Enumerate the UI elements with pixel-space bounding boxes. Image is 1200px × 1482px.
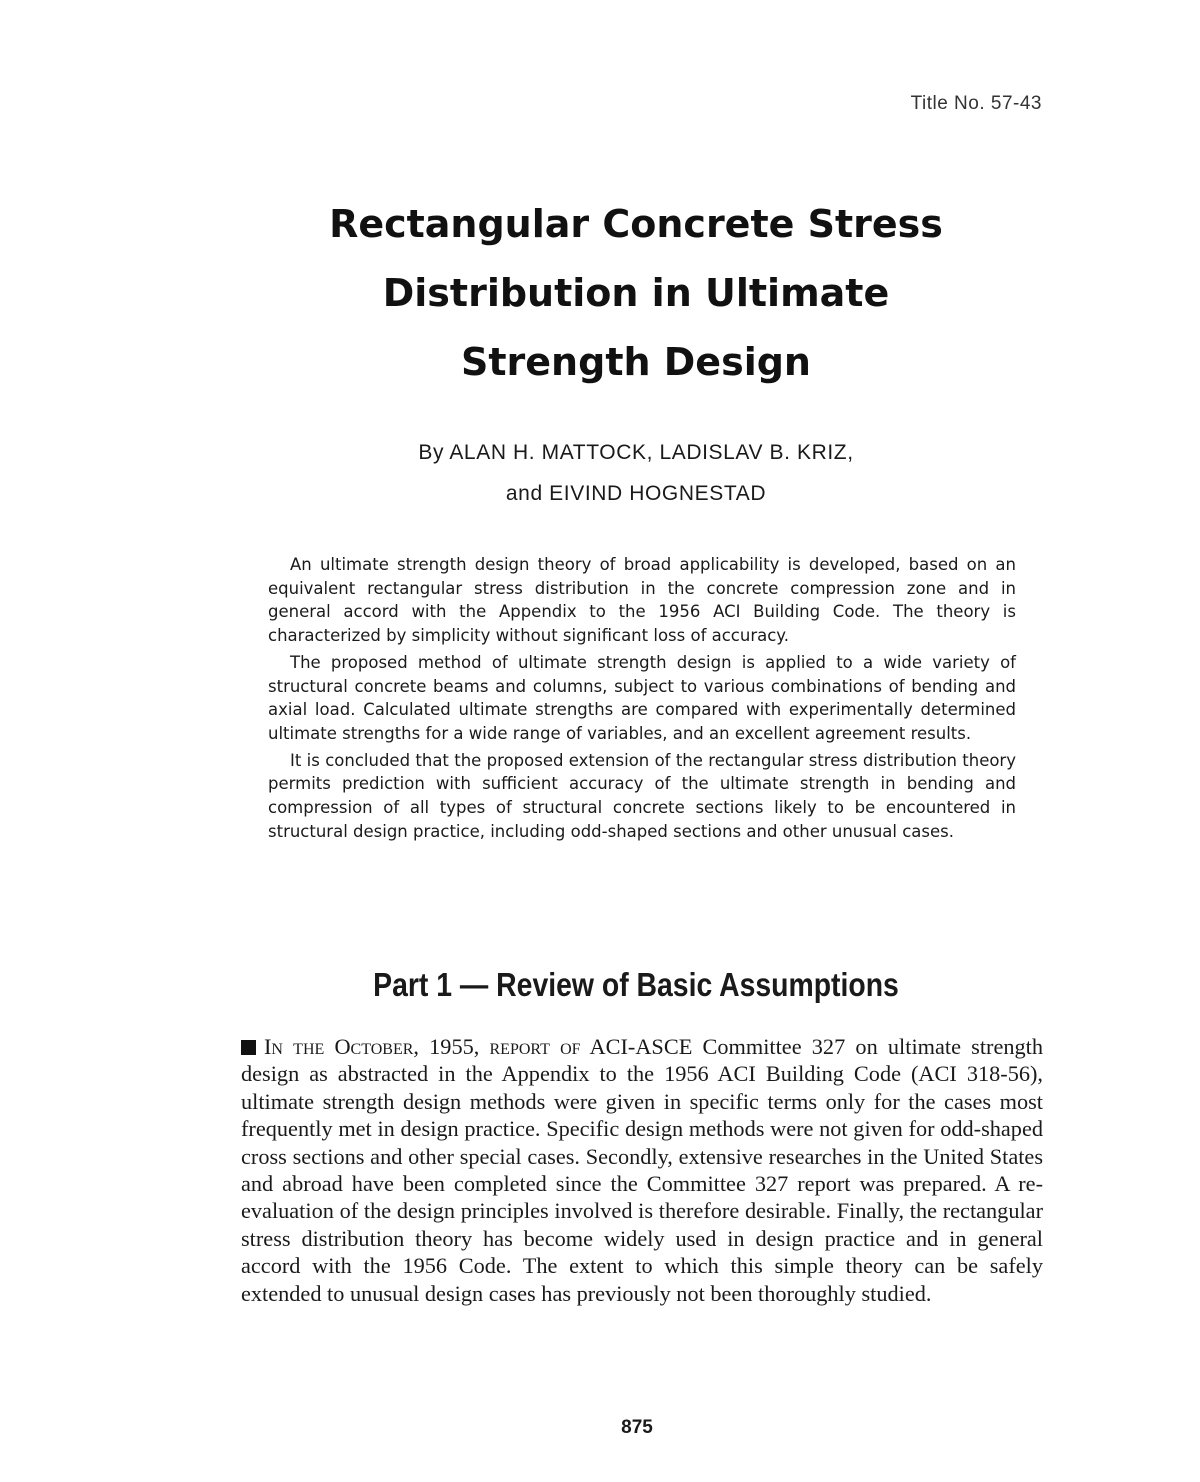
title-line: Rectangular Concrete Stress: [329, 202, 943, 246]
title-line: Distribution in Ultimate: [382, 271, 890, 315]
abstract-paragraph: An ultimate strength design theory of broad applicability is developed, based on an equivalent rectangular stress distribution in the concrete compression zone and in general accord with the Appendix to the 1956 ACI Building Code. The theory is characterized by simplicity without significant loss of accuracy.: [268, 555, 1016, 646]
body-paragraph: [241, 1033, 1043, 1307]
body-paragraph-text: ACI-ASCE Committee 327 on ultimate strength design as abstracted in the Appendix to the 1956 ACI Building Code (ACI 318-56), ultimate strength design methods were given in specific terms only for the cases most frequently met in design practice. Specific design methods were not given for odd-shaped cross sections and other special cases. Secondly, extensive researches in the United States and abroad have been completed since the Committee 327 report was prepared. A re-evaluation of the design principles involved is therefore desirable. Finally, the rectangular stress distribution theory has become widely used in design practice and in general accord with the 1956 Code. The extent to which this simple theory can be safely extended to unusual design cases has previously not been thoroughly studied.: [241, 1034, 1043, 1306]
square-bullet-icon: [241, 1040, 256, 1055]
body-text: [241, 1033, 1043, 1307]
abstract: [268, 553, 1016, 846]
abstract-paragraph: The proposed method of ultimate strength design is applied to a wide variety of structural concrete beams and columns, subject to various combinations of bending and axial load. Calculated ultimate strengths are compared with experimentally determined ultimate strengths for a wide range of variables, and an excellent agreement results.: [268, 652, 1016, 743]
author-line: By ALAN H. MATTOCK, LADISLAV B. KRIZ,: [418, 441, 854, 464]
abstract-paragraph: It is concluded that the proposed extension of the rectangular stress distribution theory permits prediction with sufficient accuracy of the ultimate strength in bending and compression of all types of structural concrete sections likely to be encountered in structural design practice, including odd-shaped sections and other unusual cases.: [268, 750, 1016, 841]
title-number: Title No. 57-43: [910, 93, 1042, 114]
author-byline: [230, 432, 1042, 514]
lead-in: In the October, 1955, report of: [264, 1034, 581, 1059]
page-number: 875: [621, 1417, 653, 1438]
title-line: Strength Design: [461, 340, 811, 384]
section-heading: Part 1 — Review of Basic Assumptions: [373, 966, 899, 1003]
author-line: and EIVIND HOGNESTAD: [505, 482, 767, 505]
paper-title: [230, 190, 1042, 397]
